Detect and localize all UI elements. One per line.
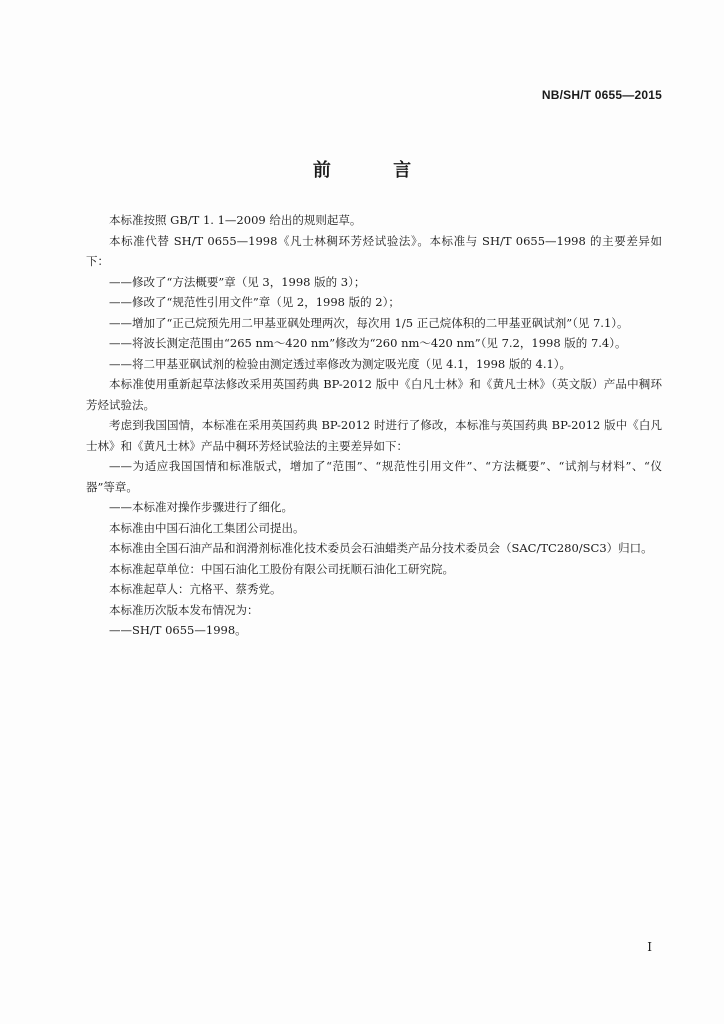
paragraph: 本标准由中国石油化工集团公司提出。 xyxy=(109,520,305,535)
page-number: I xyxy=(647,940,652,954)
foreword-body xyxy=(86,210,662,641)
list-item: ——修改了“规范性引用文件”章（见 2，1998 版的 2）； xyxy=(109,295,400,309)
list-item: ——增加了“正己烷预先用二甲基亚砜处理两次，每次用 1/5 正己烷体积的二甲基亚砜试剂”（见 7.1）。 xyxy=(109,315,629,330)
page-title: 前 言 xyxy=(312,160,440,181)
paragraph: 本标准历次版本发布情况为： xyxy=(109,602,259,617)
list-item: ——本标准对操作步骤进行了细化。 xyxy=(109,500,293,514)
paragraph: 本标准起草人：亢格平、蔡秀党。 xyxy=(109,582,282,596)
list-item: ——修改了“方法概要”章（见 3，1998 版的 3）； xyxy=(109,274,366,289)
list-item: ——将波长测定范围由“265 nm～420 nm”修改为“260 nm～420 nm”（见 7.2，1998 版的 7.4）。 xyxy=(109,336,627,350)
paragraph: 本标准按照 GB/T 1. 1—2009 给出的规则起草。 xyxy=(109,213,362,227)
list-item: ——将二甲基亚砜试剂的检验由测定透过率修改为测定吸光度（见 4.1，1998 版的 4.1）。 xyxy=(109,356,572,371)
paragraph: 考虑到我国国情，本标准在采用英国药典 BP-2012 时进行了修改，本标准与英国药典 BP-2012 版中《白凡士林》和《黄凡士林》产品中稠环芳烃试验法的主要差异如下： xyxy=(86,418,662,453)
list-item: ——为适应我国国情和标准版式，增加了“范围”、“规范性引用文件”、“方法概要”、“试剂与材料”、“仪器”等章。 xyxy=(86,459,662,494)
paragraph: 本标准使用重新起草法修改采用英国药典 BP-2012 版中《白凡士林》和《黄凡士林》（英文版）产品中稠环芳烃试验法。 xyxy=(86,377,662,412)
paragraph: 本标准由全国石油产品和润滑剂标准化技术委员会石油蜡类产品分技术委员会（SAC/TC280/SC3）归口。 xyxy=(109,541,653,555)
paragraph: 本标准起草单位：中国石油化工股份有限公司抚顺石油化工研究院。 xyxy=(109,561,454,576)
list-item: ——SH/T 0655—1998。 xyxy=(109,623,247,637)
paragraph: 本标准代替 SH/T 0655—1998《凡士林稠环芳烃试验法》。本标准与 SH/T 0655—1998 的主要差异如下： xyxy=(86,233,662,268)
standard-code: NB/SH/T 0655—2015 xyxy=(541,88,662,102)
